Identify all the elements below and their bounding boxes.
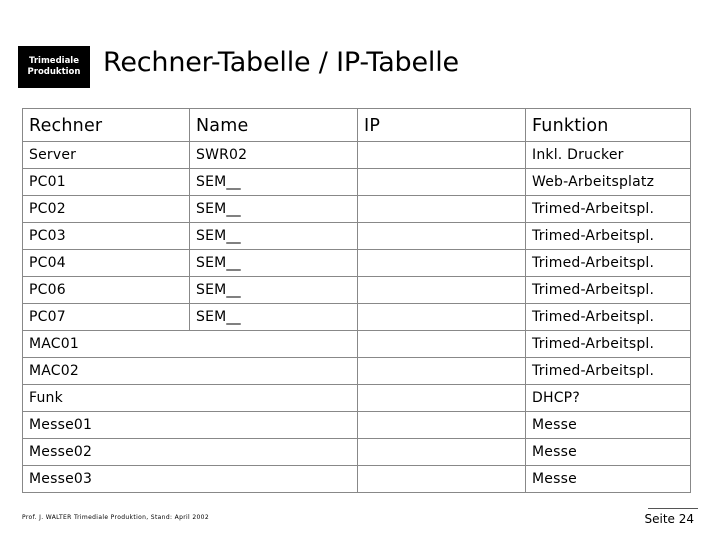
cell-rechner: PC04 [23,250,190,277]
logo-line-1: Trimediale [28,56,79,66]
cell-rechner: PC03 [23,223,190,250]
cell-rechner: PC01 [23,169,190,196]
cell-rechner: Messe01 [23,412,190,439]
cell-ip [358,304,526,331]
cell-ip [358,412,526,439]
table-row [23,331,691,358]
cell-funktion: Trimed-Arbeitspl. [526,331,691,358]
cell-rechner: Messe03 [23,466,190,493]
table-row [23,196,691,223]
cell-funktion: Messe [526,466,691,493]
cell-name [190,466,358,493]
cell-name [190,385,358,412]
cell-rechner: MAC01 [23,331,190,358]
cell-name [190,358,358,385]
footer-author: Prof. J. WALTER Trimediale Produktion, Stand: April 2002 [22,514,210,521]
table-row [23,439,691,466]
cell-ip [358,466,526,493]
table-header-row [23,109,691,142]
column-header-ip: IP [358,109,526,142]
cell-name [190,412,358,439]
table-row [23,466,691,493]
cell-name [190,331,358,358]
cell-funktion: Trimed-Arbeitspl. [526,358,691,385]
cell-funktion: Trimed-Arbeitspl. [526,277,691,304]
table-row [23,223,691,250]
cell-name: SEM__ [190,196,358,223]
table-row [23,304,691,331]
cell-funktion: Trimed-Arbeitspl. [526,223,691,250]
cell-funktion: Trimed-Arbeitspl. [526,304,691,331]
table-row [23,277,691,304]
cell-ip [358,358,526,385]
cell-name [190,439,358,466]
cell-name: SEM__ [190,304,358,331]
cell-funktion: Trimed-Arbeitspl. [526,196,691,223]
table-row [23,169,691,196]
table-row [23,358,691,385]
cell-ip [358,331,526,358]
cell-rechner: Server [23,142,190,169]
cell-funktion: Web-Arbeitsplatz [526,169,691,196]
page-number: Seite 24 [644,512,694,526]
cell-rechner: Messe02 [23,439,190,466]
page-title: Rechner-Tabelle / IP-Tabelle [103,47,459,78]
cell-funktion: Messe [526,439,691,466]
cell-rechner: PC07 [23,304,190,331]
cell-name: SEM__ [190,250,358,277]
cell-funktion: Inkl. Drucker [526,142,691,169]
cell-ip [358,142,526,169]
cell-funktion: Trimed-Arbeitspl. [526,250,691,277]
computer-ip-table [22,108,691,493]
cell-name: SEM__ [190,277,358,304]
table-body [23,142,691,493]
table-row [23,250,691,277]
cell-ip [358,169,526,196]
cell-ip [358,277,526,304]
cell-name: SEM__ [190,169,358,196]
cell-ip [358,196,526,223]
cell-funktion: Messe [526,412,691,439]
table-row [23,142,691,169]
cell-rechner: Funk [23,385,190,412]
cell-funktion: DHCP? [526,385,691,412]
cell-ip [358,385,526,412]
cell-ip [358,223,526,250]
column-header-name: Name [190,109,358,142]
cell-name: SEM__ [190,223,358,250]
cell-ip [358,250,526,277]
logo-line-2: Produktion [27,67,81,77]
cell-name: SWR02 [190,142,358,169]
table-row [23,385,691,412]
column-header-funktion: Funktion [526,109,691,142]
cell-rechner: PC06 [23,277,190,304]
logo-badge [18,46,90,88]
column-header-rechner: Rechner [23,109,190,142]
table-row [23,412,691,439]
cell-rechner: MAC02 [23,358,190,385]
cell-ip [358,439,526,466]
cell-rechner: PC02 [23,196,190,223]
footer-divider [648,508,698,509]
